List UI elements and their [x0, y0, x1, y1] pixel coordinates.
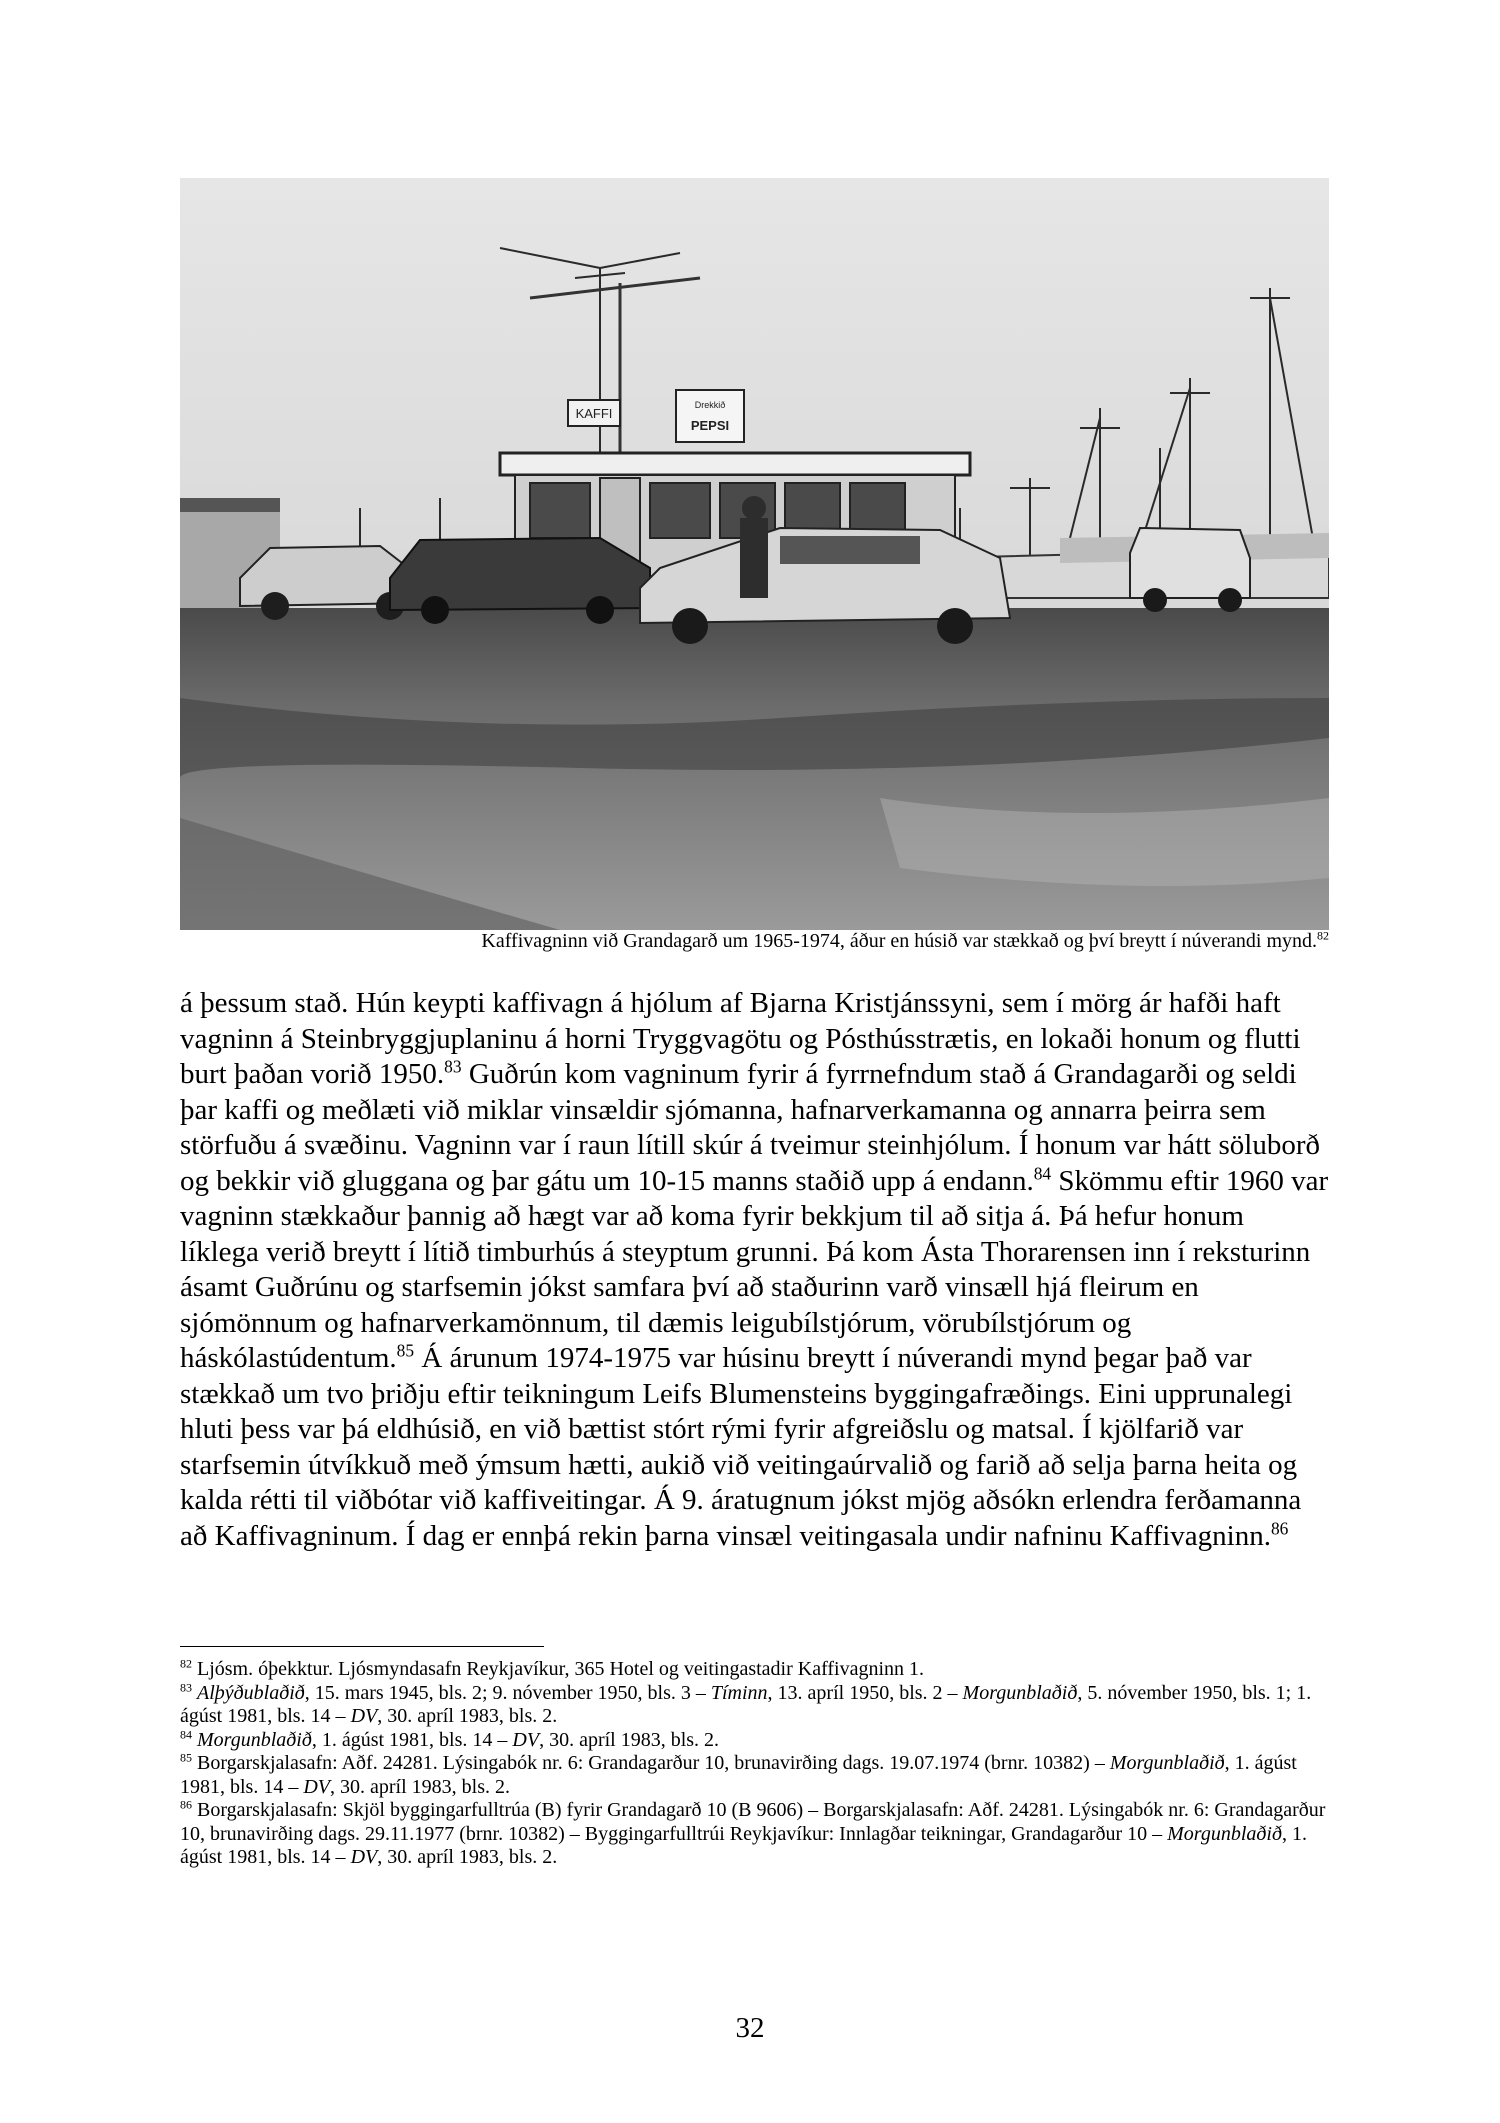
body-text-2: Guðrún kom vagninum fyrir á fyrrnefndum stað á Grandagarði og seldi þar kaffi og meðlæti við miklar vinsældir sjómanna, hafnarverkamanna og annarra þeirra sem störfuðu á svæðinu. Vagninn var í raun lítill skúr á tveimur steinhjólum. Í honum var hátt söluborð og bekkir við gluggana og þar gátu um 10-15 manns staðið upp á endann.	[180, 1058, 1320, 1197]
body-text-1: á þessum stað. Hún keypti kaffivagn á hjólum af Bjarna Kristjánssyni, sem í mörg ár hafði haft vagninn á Steinbryggjuplaninu á horni Tryggvagötu og Pósthússtrætis, en lokaði honum og flutti burt þaðan vorið 1950.	[180, 987, 1301, 1090]
footnote-source-italic: DV	[350, 1705, 378, 1727]
footnote-number: 86	[180, 1797, 192, 1812]
footnote-source-italic: DV	[512, 1728, 540, 1751]
footnote-text: , 15. mars 1945, bls. 2; 9. nóvember 1950, bls. 3 –	[304, 1681, 711, 1704]
kaffi-sign-text: KAFFI	[575, 406, 613, 421]
footnote-number: 84	[180, 1726, 192, 1741]
footnote-84	[180, 1726, 1330, 1753]
footnotes	[180, 1658, 1330, 1870]
footnote-text: , 1. ágúst 1981, bls. 14 –	[311, 1728, 513, 1751]
footnote-text: , 30. apríl 1983, bls. 2.	[377, 1705, 558, 1727]
footnote-source-italic: DV	[350, 1846, 378, 1868]
harbour-photo	[180, 178, 1329, 930]
footnote-82	[180, 1658, 1330, 1682]
body-text-3: Skömmu eftir 1960 var vagninn stækkaður þannig að hægt var að koma fyrir bekkjum til að sitja á. Þá hefur honum líklega verið breytt í lítið timburhús á steyptum grunni. Þá kom Ásta Thorarensen inn í reksturinn ásamt Guðrúnu og starfsemin jókst samfara því að staðurinn varð vinsæll hjá fleirum en sjómönnum og hafnarverkamönnum, til dæmis leigubílstjórum, vörubílstjórum og háskólastúdentum.	[180, 1164, 1329, 1374]
caption-text: Kaffivagninn við Grandagarð um 1965-1974, áður en húsið var stækkað og því breytt í núverandi mynd.	[481, 930, 1317, 952]
footnote-ref-83: 83	[444, 1056, 462, 1077]
footnote-source-italic: Tíminn	[710, 1681, 768, 1704]
page-number: 32	[735, 2012, 765, 2044]
photo-caption	[180, 928, 1329, 954]
footnote-text: , 30. apríl 1983, bls. 2.	[330, 1775, 511, 1798]
footnote-text: , 1. ágúst 1981, bls. 14 –	[180, 1822, 1307, 1868]
footnote-number: 85	[180, 1750, 192, 1765]
footnote-number: 82	[180, 1656, 192, 1671]
footnote-text: , 30. apríl 1983, bls. 2.	[539, 1728, 720, 1751]
footnote-text: , 1. ágúst 1981, bls. 14 –	[180, 1752, 1297, 1798]
footnote-text: , 5. nóvember 1950, bls. 1; 1. ágúst 1981, bls. 14 –	[180, 1681, 1312, 1727]
footnote-source-italic: Alþýðublaðið	[197, 1681, 305, 1704]
footnote-number: 83	[180, 1679, 192, 1694]
pepsi-sign-drink: Drekkið	[694, 400, 726, 410]
footnote-text: Borgarskjalasafn: Skjöl byggingarfulltrúa (B) fyrir Grandagarð 10 (B 9606) – Borgarskjalasafn: Aðf. 24281. Lýsingabók nr. 6: Grandagarður 10, brunavirðing dags. 29.11.1977 (brnr. 10382) – Byggingarfulltrúi Reykjavíkur: Innlagðar teikningar, Grandagarður 10 –	[180, 1799, 1326, 1845]
footnote-86	[180, 1799, 1330, 1870]
pepsi-sign	[676, 390, 744, 442]
body-text-4: Á árunum 1974-1975 var húsinu breytt í núverandi mynd þegar það var stækkað um tvo þriðju eftir teikningum Leifs Blumensteins byggingafræðings. Eini upprunalegi hluti þess var þá eldhúsið, en við bættist stórt rými fyrir afgreiðslu og matsal. Í kjölfarið var starfsemin útvíkkuð með ýmsum hætti, aukið við veitingaúrvalið og farið að selja þarna heita og kalda rétti til viðbótar við kaffiveitingar. Á 9. áratugnum jókst mjög aðsókn erlendra ferðamanna að Kaffivagninum. Í dag er ennþá rekin þarna vinsæl veitingasala undir nafninu Kaffivagninn.	[180, 1342, 1302, 1552]
footnote-83	[180, 1679, 1330, 1729]
caption-footnote-ref: 82	[1317, 928, 1329, 943]
footnote-source-italic: Morgunblaðið	[1109, 1752, 1225, 1774]
footnote-85	[180, 1752, 1330, 1799]
footnote-ref-86: 86	[1270, 1517, 1289, 1538]
footnote-text: , 30. apríl 1983, bls. 2.	[377, 1846, 558, 1868]
footnote-text: Borgarskjalasafn: Aðf. 24281. Lýsingabók nr. 6: Grandagarður 10, brunavirðing dags. 19.07.1974 (brnr. 10382) –	[192, 1752, 1110, 1774]
footnote-ref-85: 85	[396, 1340, 415, 1361]
footnote-text: , 13. apríl 1950, bls. 2 –	[767, 1681, 963, 1704]
body-paragraph	[180, 986, 1330, 1554]
pepsi-sign-text: PEPSI	[690, 418, 730, 433]
footnote-source-italic: Morgunblaðið	[197, 1728, 312, 1751]
footnote-source-italic: DV	[303, 1775, 331, 1798]
footnote-source-italic: Morgunblaðið	[962, 1681, 1078, 1704]
footnote-source-italic: Morgunblaðið	[1167, 1822, 1282, 1845]
footnote-text: Ljósm. óþekktur. Ljósmyndasafn Reykjavíkur, 365 Hotel og veitingastadir Kaffivagninn 1.	[192, 1658, 925, 1680]
footnote-ref-84: 84	[1033, 1162, 1052, 1183]
footnote-separator	[180, 1646, 544, 1647]
